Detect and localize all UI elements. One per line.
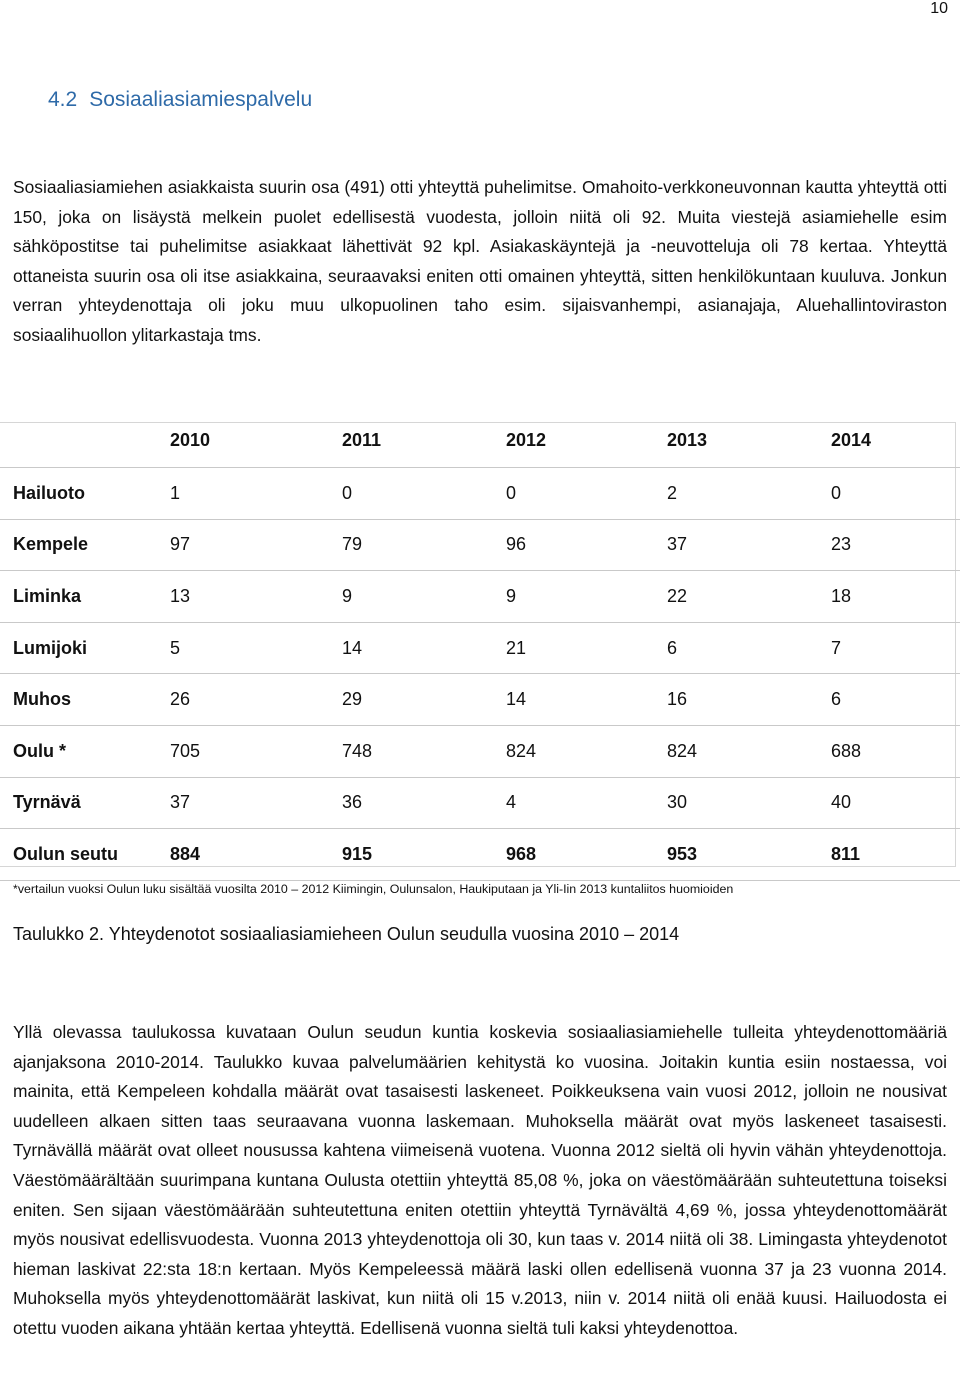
table-cell: 37 xyxy=(159,777,331,829)
table-cell: 40 xyxy=(820,777,960,829)
table-cell: 96 xyxy=(495,519,656,571)
table-cell: 23 xyxy=(820,519,960,571)
table-cell: 79 xyxy=(331,519,495,571)
table-cell: 0 xyxy=(495,468,656,520)
table-cell: 0 xyxy=(331,468,495,520)
section-title: Sosiaaliasiamiespalvelu xyxy=(89,88,313,111)
page-number: 10 xyxy=(930,0,948,17)
table-row xyxy=(0,725,960,777)
table-row xyxy=(0,519,960,571)
table-row xyxy=(0,674,960,726)
table-cell: 7 xyxy=(820,622,960,674)
municipality-label: Hailuoto xyxy=(0,468,159,520)
table-cell: 30 xyxy=(656,777,820,829)
table-cell: 16 xyxy=(656,674,820,726)
total-cell: 953 xyxy=(656,829,820,881)
municipality-label: Tyrnävä xyxy=(0,777,159,829)
table-cell: 2 xyxy=(656,468,820,520)
table-caption: Taulukko 2. Yhteydenotot sosiaaliasiamieheen Oulun seudulla vuosina 2010 – 2014 xyxy=(13,924,680,944)
table-cell: 9 xyxy=(331,571,495,623)
table-cell: 97 xyxy=(159,519,331,571)
table-row xyxy=(0,777,960,829)
header-corner-cell xyxy=(0,413,159,468)
table-cell: 6 xyxy=(656,622,820,674)
table-total-row xyxy=(0,829,960,881)
table-cell: 824 xyxy=(495,725,656,777)
municipality-label: Kempele xyxy=(0,519,159,571)
table-cell: 14 xyxy=(331,622,495,674)
total-cell: 811 xyxy=(820,829,960,881)
table-cell: 705 xyxy=(159,725,331,777)
section-heading xyxy=(48,88,312,112)
table-cell: 14 xyxy=(495,674,656,726)
table-row xyxy=(0,468,960,520)
table-cell: 0 xyxy=(820,468,960,520)
table-cell: 688 xyxy=(820,725,960,777)
total-cell: 968 xyxy=(495,829,656,881)
table-cell: 13 xyxy=(159,571,331,623)
total-cell: 915 xyxy=(331,829,495,881)
year-header: 2013 xyxy=(656,413,820,468)
table-cell: 748 xyxy=(331,725,495,777)
intro-paragraph: Sosiaaliasiamiehen asiakkaista suurin osa (491) otti yhteyttä puhelimitse. Omahoito-verkkoneuvonnan kautta yhteyttä otti 150, joka on lisäystä melkein puolet edellisestä vuodesta, jolloin niitä oli 92. Muita viestejä asiamiehelle esim sähköpostitse tai puhelimitse asiakkaat lähettivät 92 kpl. Asiakaskäyntejä ja -neuvotteluja oli 78 kertaa. Yhteyttä ottaneista suurin osa oli itse asiakkaina, seuraavaksi eniten otti omainen yhteyttä, sitten henkilökuntaan kuuluva. Jonkun verran yhteydenottaja oli joku muu ulkopuolinen taho esim. sijaisvanhempi, asianajaja, Aluehallintoviraston sosiaalihuollon ylitarkastaja tms. xyxy=(13,177,947,345)
table-row xyxy=(0,622,960,674)
table-cell: 26 xyxy=(159,674,331,726)
contacts-table xyxy=(0,413,960,881)
table-cell: 18 xyxy=(820,571,960,623)
municipality-label: Liminka xyxy=(0,571,159,623)
year-header: 2010 xyxy=(159,413,331,468)
table-cell: 824 xyxy=(656,725,820,777)
table-cell: 9 xyxy=(495,571,656,623)
table-cell: 4 xyxy=(495,777,656,829)
table-cell: 5 xyxy=(159,622,331,674)
total-label: Oulun seutu xyxy=(0,829,159,881)
table-row xyxy=(0,571,960,623)
table-cell: 21 xyxy=(495,622,656,674)
year-header: 2011 xyxy=(331,413,495,468)
section-number: 4.2 xyxy=(48,88,78,111)
table-cell: 37 xyxy=(656,519,820,571)
year-header: 2012 xyxy=(495,413,656,468)
table-cell: 1 xyxy=(159,468,331,520)
total-cell: 884 xyxy=(159,829,331,881)
year-header: 2014 xyxy=(820,413,960,468)
municipality-label: Oulu * xyxy=(0,725,159,777)
municipality-label: Lumijoki xyxy=(0,622,159,674)
table-cell: 6 xyxy=(820,674,960,726)
table-cell: 36 xyxy=(331,777,495,829)
municipality-label: Muhos xyxy=(0,674,159,726)
analysis-paragraph: Yllä olevassa taulukossa kuvataan Oulun seudun kuntia koskevia sosiaaliasiamiehelle tulleita yhteydenottomääriä ajanjaksona 2010-2014. Taulukko kuvaa palvelumäärien kehitystä ko vuosina. Joitakin kuntia esiin nostaessa, voi mainita, että Kempeleen kohdalla määrät ovat tasaisesti laskeneet. Poikkeuksena vain vuosi 2012, jolloin ne nousivat uudelleen alkaen sitten taas seuraavana vuonna laskemaan. Muhoksella määrät ovat myös laskeneet tasaisesti. Tyrnävällä määrät ovat olleet nousussa kahtena viimeisenä vuotena. Vuonna 2012 sieltä oli hyvin vähän yhteydenottoja. Väestömäärältään suurimpana kuntana Oulusta otettiin yhteyttä 85,08 %, joka on väestömäärään suhteutettuna toiseksi eniten. Sen sijaan väestömäärään suhteutettuna eniten otettiin yhteyttä Tyrnävältä 4,69 %, jossa yhteydenottomäärät myös nousivat edellisvuodesta. Vuonna 2013 yhteydenottoja oli 30, kun taas v. 2014 niitä oli 38. Limingasta yhteydenotot hieman laskivat 22:sta 18:n kertaan. Myös Kempeleessä määrä laski ollen edellisenä vuonna 37 ja 23 vuonna 2014. Muhoksella myös yhteydenottomäärät laskivat, kun niitä oli 15 v.2013, niin v. 2014 niitä oli enää kuusi. Hailuodosta ei otettu vuoden aikana yhtään kertaa yhteyttä. Edellisenä vuonna sieltä tuli kaksi yhteydenottoa. xyxy=(13,1022,947,1338)
table-footnote: *vertailun vuoksi Oulun luku sisältää vuosilta 2010 – 2012 Kiimingin, Oulunsalon, Haukiputaan ja Yli-Iin 2013 kuntaliitos huomioiden xyxy=(13,882,734,896)
table-cell: 22 xyxy=(656,571,820,623)
table-cell: 29 xyxy=(331,674,495,726)
table-header-row xyxy=(0,413,960,468)
